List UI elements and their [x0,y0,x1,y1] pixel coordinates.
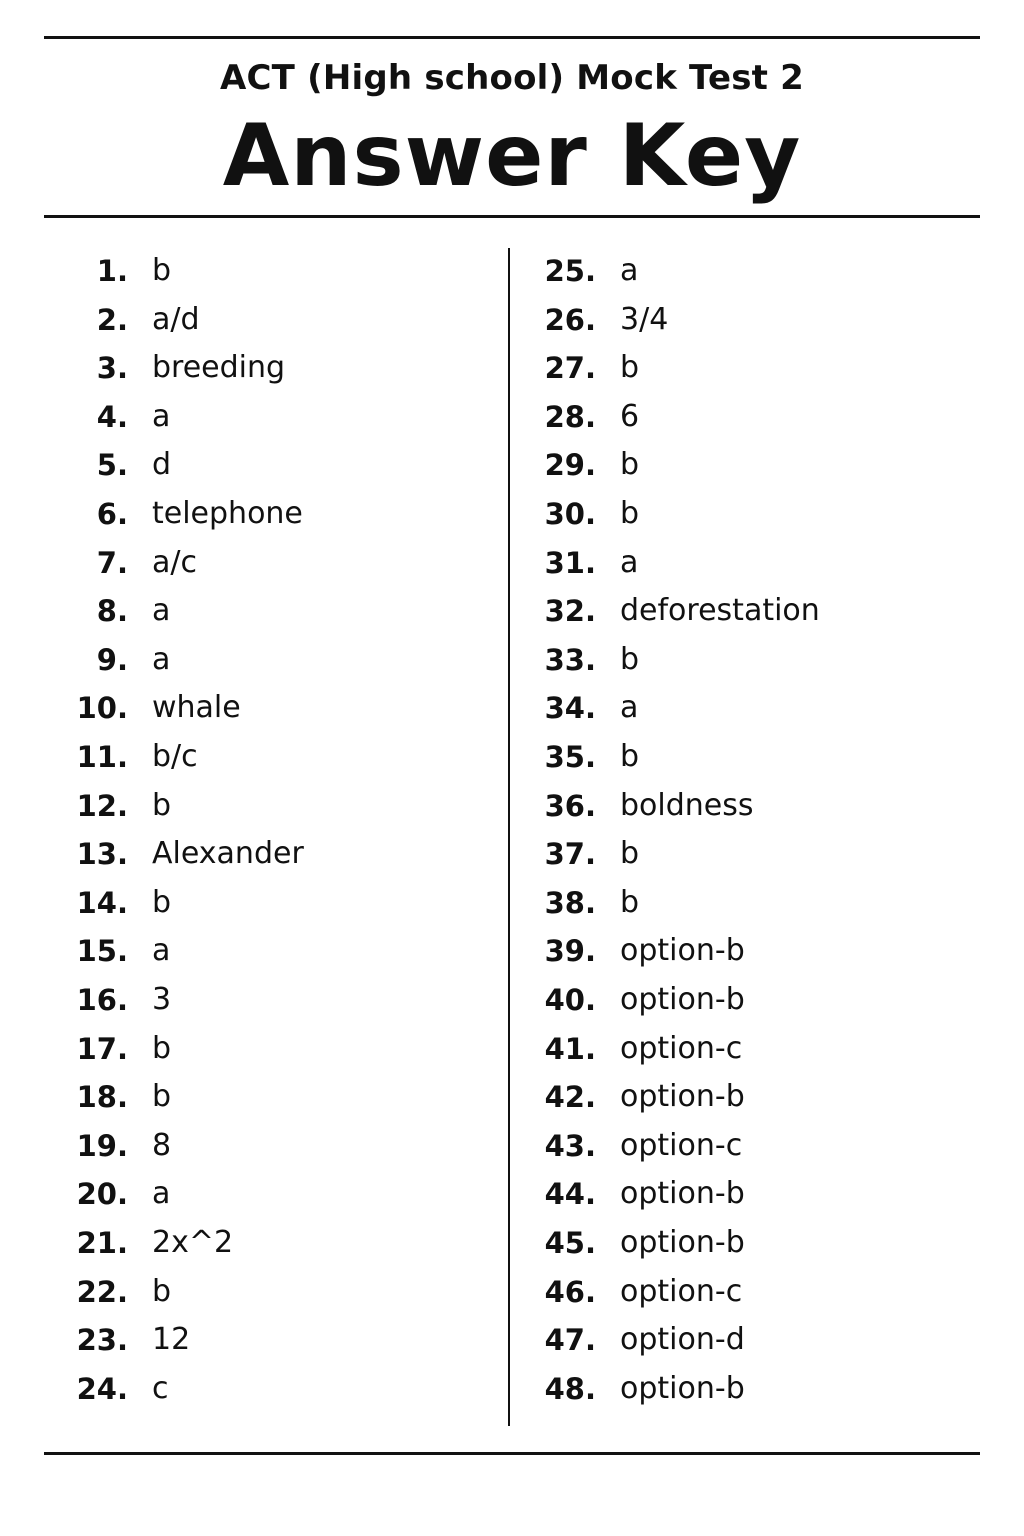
question-number: 3. [96,351,128,386]
answer-value: a [152,1176,171,1212]
answer-value: 8 [152,1127,172,1163]
answer-value: b [152,1079,172,1115]
question-number: 33. [544,642,596,677]
question-number: 27. [544,351,596,386]
answer-value: a [620,690,639,726]
answer-value: a [152,593,171,629]
answer-value: whale [152,690,241,726]
answer-value: boldness [620,787,754,823]
question-number: 48. [544,1371,596,1406]
question-number: 35. [544,740,596,774]
answer-value: c [152,1370,169,1406]
answer-value: option-b [620,1176,745,1212]
answer-value: breeding [152,350,286,386]
question-number: 21. [76,1226,128,1260]
question-number: 30. [544,497,596,531]
question-number: 2. [96,302,128,337]
answer-value: b [152,253,172,288]
answer-value: option-b [620,933,745,969]
answer-value: option-b [620,1370,745,1406]
answer-value: b [152,787,172,823]
answer-value: option-b [620,1225,745,1260]
question-number: 19. [76,1128,128,1163]
page-title: Answer Key [222,106,802,206]
question-number: 32. [544,594,596,629]
question-number: 8. [96,594,128,629]
question-number: 24. [76,1371,128,1406]
header-rule [44,215,980,218]
question-number: 40. [544,983,596,1017]
answer-value: option-c [620,1273,743,1309]
answer-value: option-b [620,982,745,1017]
question-number: 6. [96,497,128,531]
question-number: 44. [544,1177,596,1212]
bottom-rule [44,1452,980,1455]
answer-value: 3 [152,982,172,1017]
question-number: 29. [544,448,596,483]
question-number: 36. [544,788,596,823]
question-number: 7. [96,545,128,580]
answer-value: option-d [620,1322,745,1358]
answer-value: option-c [620,1030,743,1066]
answer-value: a [152,641,171,677]
question-number: 1. [96,254,128,288]
question-number: 14. [76,885,128,920]
answer-value: b [620,641,640,677]
question-number: 42. [544,1080,596,1115]
answer-value: option-b [620,1079,745,1115]
answer-value: b [152,884,172,920]
answer-value: b [620,496,640,531]
question-number: 9. [96,642,128,677]
answer-value: telephone [152,496,303,531]
question-number: 15. [76,934,128,969]
question-number: 25. [544,254,596,288]
answer-value: a [620,544,639,580]
question-number: 26. [544,302,596,337]
test-subtitle: ACT (High school) Mock Test 2 [220,58,804,98]
question-number: 39. [544,934,596,969]
question-number: 46. [544,1274,596,1309]
answer-value: 3/4 [620,301,669,337]
question-number: 11. [76,740,128,774]
answer-value: b [620,884,640,920]
question-number: 47. [544,1323,596,1358]
answer-value: Alexander [152,836,304,872]
answer-value: b [620,350,640,386]
answer-value: 12 [152,1322,191,1358]
answer-value: b [152,1030,172,1066]
answer-value: option-c [620,1127,743,1163]
question-number: 38. [544,885,596,920]
answer-value: deforestation [620,593,820,629]
question-number: 10. [76,691,128,726]
question-number: 12. [76,788,128,823]
answer-value: a [152,933,171,969]
answer-value: b [620,447,640,483]
question-number: 20. [76,1177,128,1212]
question-number: 43. [544,1128,596,1163]
question-number: 31. [544,545,596,580]
answer-value: a [152,398,171,434]
question-number: 37. [544,837,596,872]
question-number: 17. [76,1031,128,1066]
question-number: 41. [544,1031,596,1066]
answer-value: b/c [152,739,198,774]
question-number: 23. [76,1323,128,1358]
question-number: 5. [96,448,128,483]
answer-value: b [620,739,640,774]
top-rule [44,36,980,39]
answer-value: a/c [152,544,197,580]
answer-value: 6 [620,398,640,434]
answer-value: 2x^2 [152,1225,234,1260]
question-number: 18. [76,1080,128,1115]
answer-value: b [152,1273,172,1309]
question-number: 45. [544,1226,596,1260]
answer-value: b [620,836,640,872]
question-number: 13. [76,837,128,872]
question-number: 28. [544,399,596,434]
question-number: 4. [96,399,128,434]
question-number: 16. [76,983,128,1017]
answer-value: d [152,447,172,483]
question-number: 22. [76,1274,128,1309]
answer-value: a [620,253,639,288]
answer-value: a/d [152,301,200,337]
question-number: 34. [544,691,596,726]
